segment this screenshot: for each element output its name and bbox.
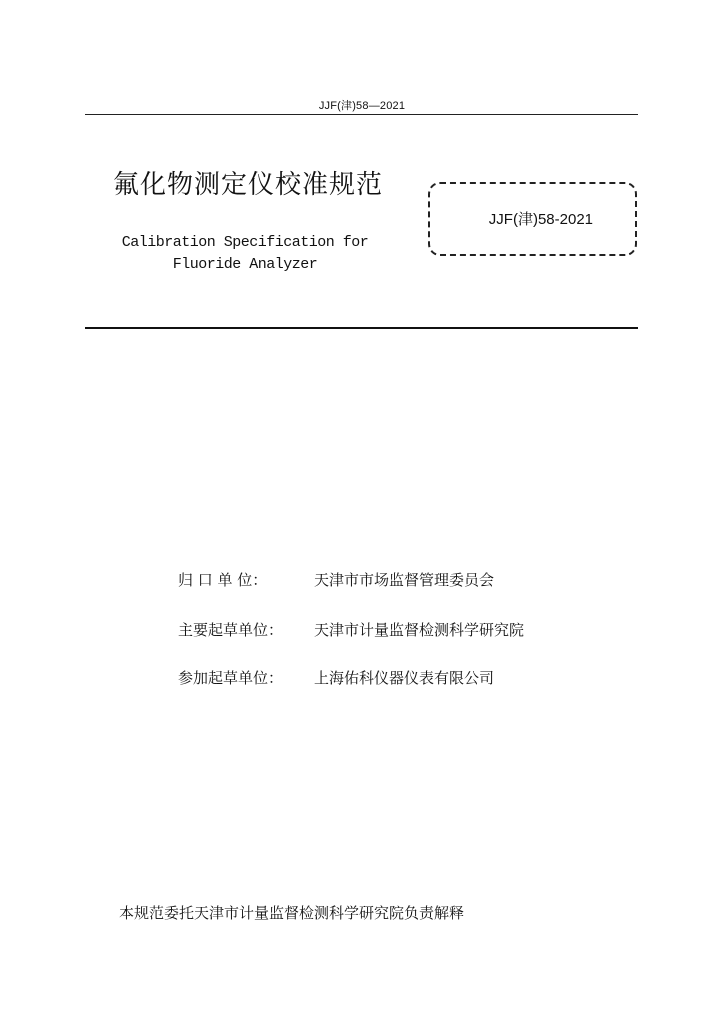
unit-value: 天津市计量监督检测科学研究院 xyxy=(314,621,525,639)
unit-row-participating-drafter xyxy=(178,667,494,688)
unit-row-responsible xyxy=(178,569,494,590)
document-title-english xyxy=(100,232,390,276)
english-title-line-1: Calibration Specification for xyxy=(121,234,369,251)
unit-value: 天津市市场监督管理委员会 xyxy=(314,571,495,589)
title-section-rule xyxy=(85,327,638,329)
unit-row-main-drafter xyxy=(178,619,524,640)
standard-code-box xyxy=(428,182,637,256)
document-title-chinese: 氟化物测定仪校准规范 xyxy=(113,170,384,200)
interpretation-note: 本规范委托天津市计量监督检测科学研究院负责解释 xyxy=(119,904,465,922)
running-header-code: JJF(津)58—2021 xyxy=(318,100,406,112)
unit-value: 上海佑科仪器仪表有限公司 xyxy=(314,669,495,687)
english-title-line-2: Fluoride Analyzer xyxy=(172,256,318,273)
unit-label: 归 口 单 位： xyxy=(178,571,268,589)
header-rule xyxy=(85,114,638,115)
unit-label: 参加起草单位： xyxy=(178,669,284,687)
standard-code: JJF(津)58-2021 xyxy=(488,211,593,228)
unit-label: 主要起草单位： xyxy=(178,621,284,639)
